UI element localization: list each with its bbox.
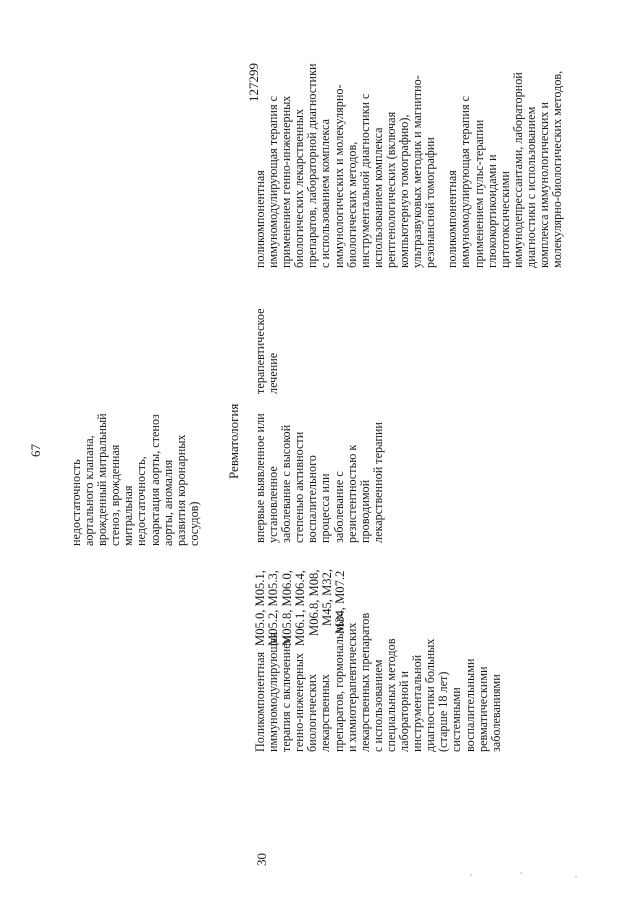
text-line: заболевание с xyxy=(331,471,346,543)
text-line: препаратов, лабораторной диагностики xyxy=(305,63,320,268)
text-line: проводимой xyxy=(357,479,372,543)
text-line: рентгенологических (включая xyxy=(383,111,398,268)
text-line: специальных методов xyxy=(383,638,398,752)
text-line: впервые выявленное или xyxy=(253,413,267,543)
text-line: воспалительного xyxy=(305,455,320,543)
text-line: недостаточность xyxy=(69,459,83,546)
patient-model-column xyxy=(254,413,385,543)
text-line: резонансной томографии xyxy=(423,137,438,268)
page-number: 67 xyxy=(28,444,43,457)
text-line: компьютерную томографию), xyxy=(397,114,412,268)
text-line: заболевание с высокой xyxy=(279,424,294,543)
document-id: 127299 xyxy=(246,63,261,102)
text-line: иммуномодулирующая xyxy=(266,632,281,752)
text-line: развития коронарных xyxy=(173,434,188,546)
text-line: (старше 18 лет) xyxy=(436,671,451,752)
text-line: биологических xyxy=(305,673,320,752)
text-line: M06.8, M08, xyxy=(306,569,321,636)
text-line: аортального клапана, xyxy=(82,435,97,546)
text-line: установленное xyxy=(266,466,281,543)
text-line: применением пульс-терапии xyxy=(471,119,486,268)
text-line: Поликомпонентная xyxy=(253,651,267,752)
text-line: иммуномодулирующая терапия с xyxy=(266,95,281,268)
text-line: генно-инженерных xyxy=(292,653,307,752)
text-line: и химиотерапевтических xyxy=(344,622,359,752)
text-line: M34, M07.2 xyxy=(333,570,348,634)
row-number: 30 xyxy=(254,853,269,866)
text-line: степенью активности xyxy=(292,431,307,543)
text-line: стеноз, врожденная xyxy=(108,444,123,546)
text-line: M05.8, M06.0, xyxy=(279,570,294,646)
text-line: M06.1, M06.4, xyxy=(293,570,308,646)
text-line: митральная xyxy=(121,485,136,546)
text-line: использованием комплекса xyxy=(370,127,385,268)
treatment-type-column xyxy=(254,308,280,394)
scan-speck xyxy=(575,876,577,878)
text-line: с использованием xyxy=(370,659,385,752)
text-line: лекарственных xyxy=(318,674,333,752)
text-line: лабораторной и xyxy=(397,670,412,752)
text-line: диагностики с использованием xyxy=(523,106,538,268)
icd-codes-column xyxy=(254,569,348,646)
text-line: терапия с включением xyxy=(279,635,294,752)
text-line: резистентностью к xyxy=(344,444,359,543)
text-line: диагностики больных xyxy=(423,638,438,752)
text-line: воспалительными xyxy=(462,658,477,752)
text-line: глюкокортикоидами и xyxy=(484,154,499,268)
previous-row-diagnosis xyxy=(70,413,201,546)
scan-speck xyxy=(470,874,472,876)
text-line: лекарственных препаратов xyxy=(357,612,372,752)
text-line: заболеваниями xyxy=(488,674,503,752)
text-line: аорты, аномалия xyxy=(160,459,175,546)
text-line: M05.2, M05.3, xyxy=(266,570,281,646)
text-line: врожденный митральный xyxy=(95,413,110,546)
text-line: терапевтическое xyxy=(253,308,267,394)
text-line: иммунодепрессантами, лабораторной xyxy=(510,72,525,268)
text-line: молекулярно-биологических методов, xyxy=(550,70,565,268)
text-line: сосудов) xyxy=(186,501,201,546)
text-line: ревматическими xyxy=(475,666,490,752)
text-line: иммунологических и молекулярно- xyxy=(331,84,346,268)
section-title: Ревматология xyxy=(226,403,241,479)
text-line: ультразвуковых методик и магнитно- xyxy=(410,75,425,268)
text-line: инструментальной xyxy=(410,654,425,752)
text-line: процесса или xyxy=(318,473,333,543)
text-line: цитотоксическими xyxy=(497,171,512,268)
text-line: с использованием комплекса xyxy=(318,118,333,268)
text-line: биологических лекарственных xyxy=(292,108,307,268)
text-line: иммуномодулирующая терапия с xyxy=(458,95,473,268)
text-line: лекарственной терапии xyxy=(370,422,385,543)
text-line: M05.0, M05.1, xyxy=(253,570,267,646)
text-line: M45, M32, xyxy=(320,568,335,626)
text-line: поликомпонентная xyxy=(253,170,267,268)
treatment-methods-column xyxy=(254,63,564,268)
scan-speck xyxy=(520,872,522,874)
text-line: недостаточность, xyxy=(134,456,149,546)
text-line: инструментальной диагностики с xyxy=(357,93,372,268)
text-line: лечение xyxy=(266,352,281,394)
text-line: системными xyxy=(449,687,464,752)
text-line: биологических методов, xyxy=(344,141,359,268)
text-line: применением генно-инженерных xyxy=(279,95,294,268)
text-line: коарктация аорты, стеноз xyxy=(147,414,162,546)
text-line: поликомпонентная xyxy=(445,170,460,268)
text-line: комплекса иммунологических и xyxy=(536,101,551,268)
text-line: препаратов, гормональных xyxy=(331,612,346,752)
